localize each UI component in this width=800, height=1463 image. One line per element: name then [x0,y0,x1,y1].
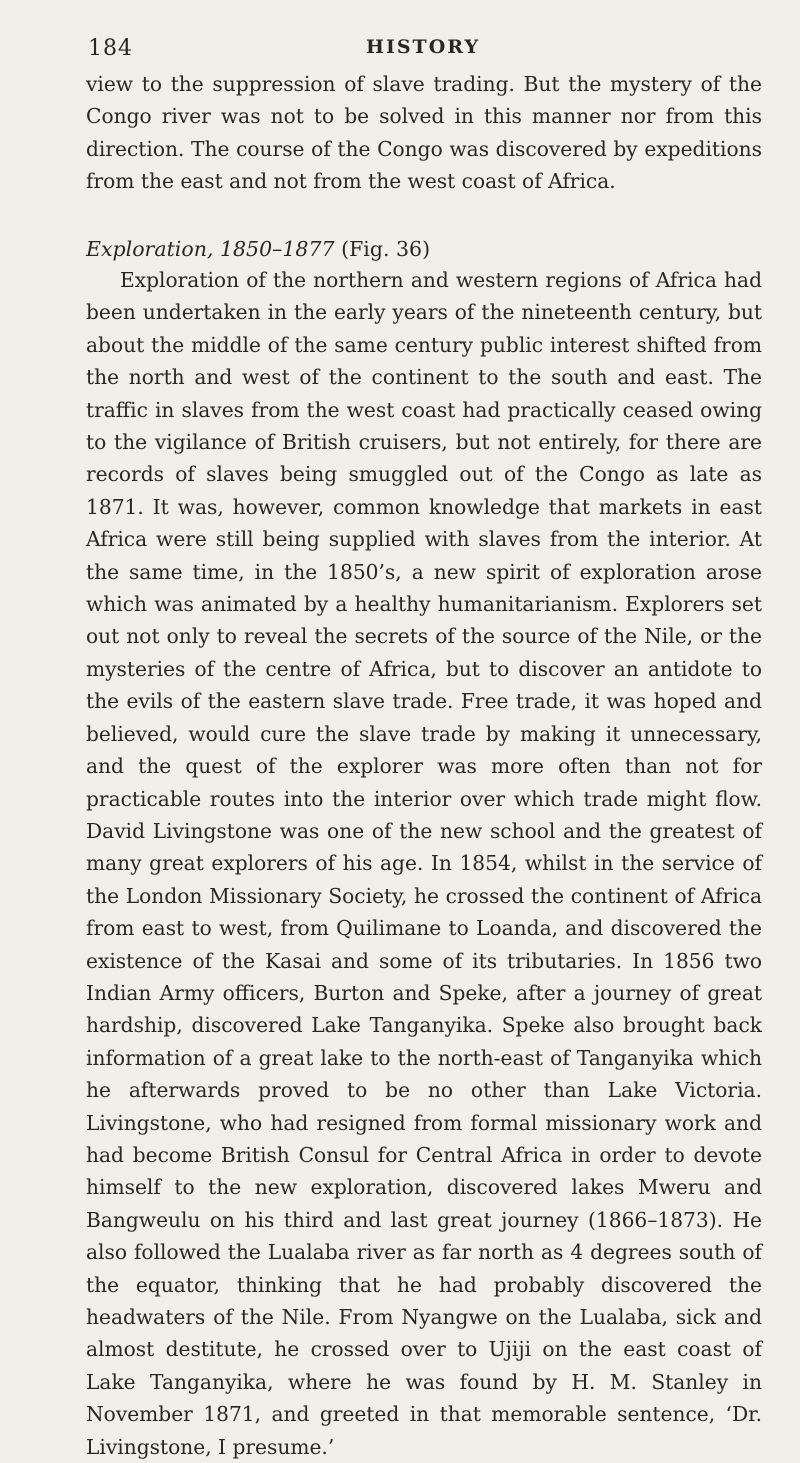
page-number: 184 [88,36,133,61]
running-head [88,36,758,66]
running-head-title: HISTORY [366,36,481,58]
paragraph-continued: view to the suppression of slave trading. But the mystery of the Congo river was not to be solved in this manner nor from this direction. The course of the Congo was discovered by expeditions from the east and not from the west coast of Africa. [86,72,762,194]
section-heading [86,234,430,264]
section-heading-figure-ref: (Fig. 36) [341,237,431,261]
section-heading-title: Exploration, 1850–1877 [86,237,335,261]
paragraph-main: Exploration of the northern and western regions of Africa had been undertaken in the early years of the nineteenth century, but about the middle of the same century public interest shifted from the north and west of the continent to the south and east. The traffic in slaves from the west coast had practically ceased owing to the vigilance of British cruisers, but not entirely, for there are records of slaves being smuggled out of the Congo as late as 1871. It was, however, common knowledge that markets in east Africa were still being supplied with slaves from the interior. At the same time, in the 1850’s, a new spirit of exploration arose which was animated by a healthy humanitarianism. Explorers set out not only to reveal the secrets of the source of the Nile, or the mysteries of the centre of Africa, but to discover an antidote to the evils of the eastern slave trade. Free trade, it was hoped and believed, would cure the slave trade by making it unnecessary, and the quest of the explorer was more often than not for practicable routes into the interior over which trade might flow. David Livingstone was one of the new school and the greatest of many great explorers of his age. In 1854, whilst in the service of the London Missionary Society, he crossed the continent of Africa from east to west, from Quilimane to Loanda, and discovered the existence of the Kasai and some of its tributaries. In 1856 two Indian Army officers, Burton and Speke, after a journey of great hardship, discovered Lake Tanganyika. Speke also brought back information of a great lake to the north-east of Tanganyika which he afterwards proved to be no other than Lake Victoria. Livingstone, who had resigned from formal missionary work and had become British Consul for Central Africa in order to devote himself to the new exploration, discovered lakes Mweru and Bangweulu on his third and last great journey (1866–1873). He also followed the Lualaba river as far north as 4 degrees south of the equator, thinking that he had probably discovered the headwaters of the Nile. From Nyangwe on the Lualaba, sick and almost destitute, he crossed over to Ujiji on the east coast of Lake Tanganyika, where he was found by H. M. Stanley in November 1871, and greeted in that memorable sentence, ‘Dr. Livingstone, I presume.’ [86,268,762,1459]
